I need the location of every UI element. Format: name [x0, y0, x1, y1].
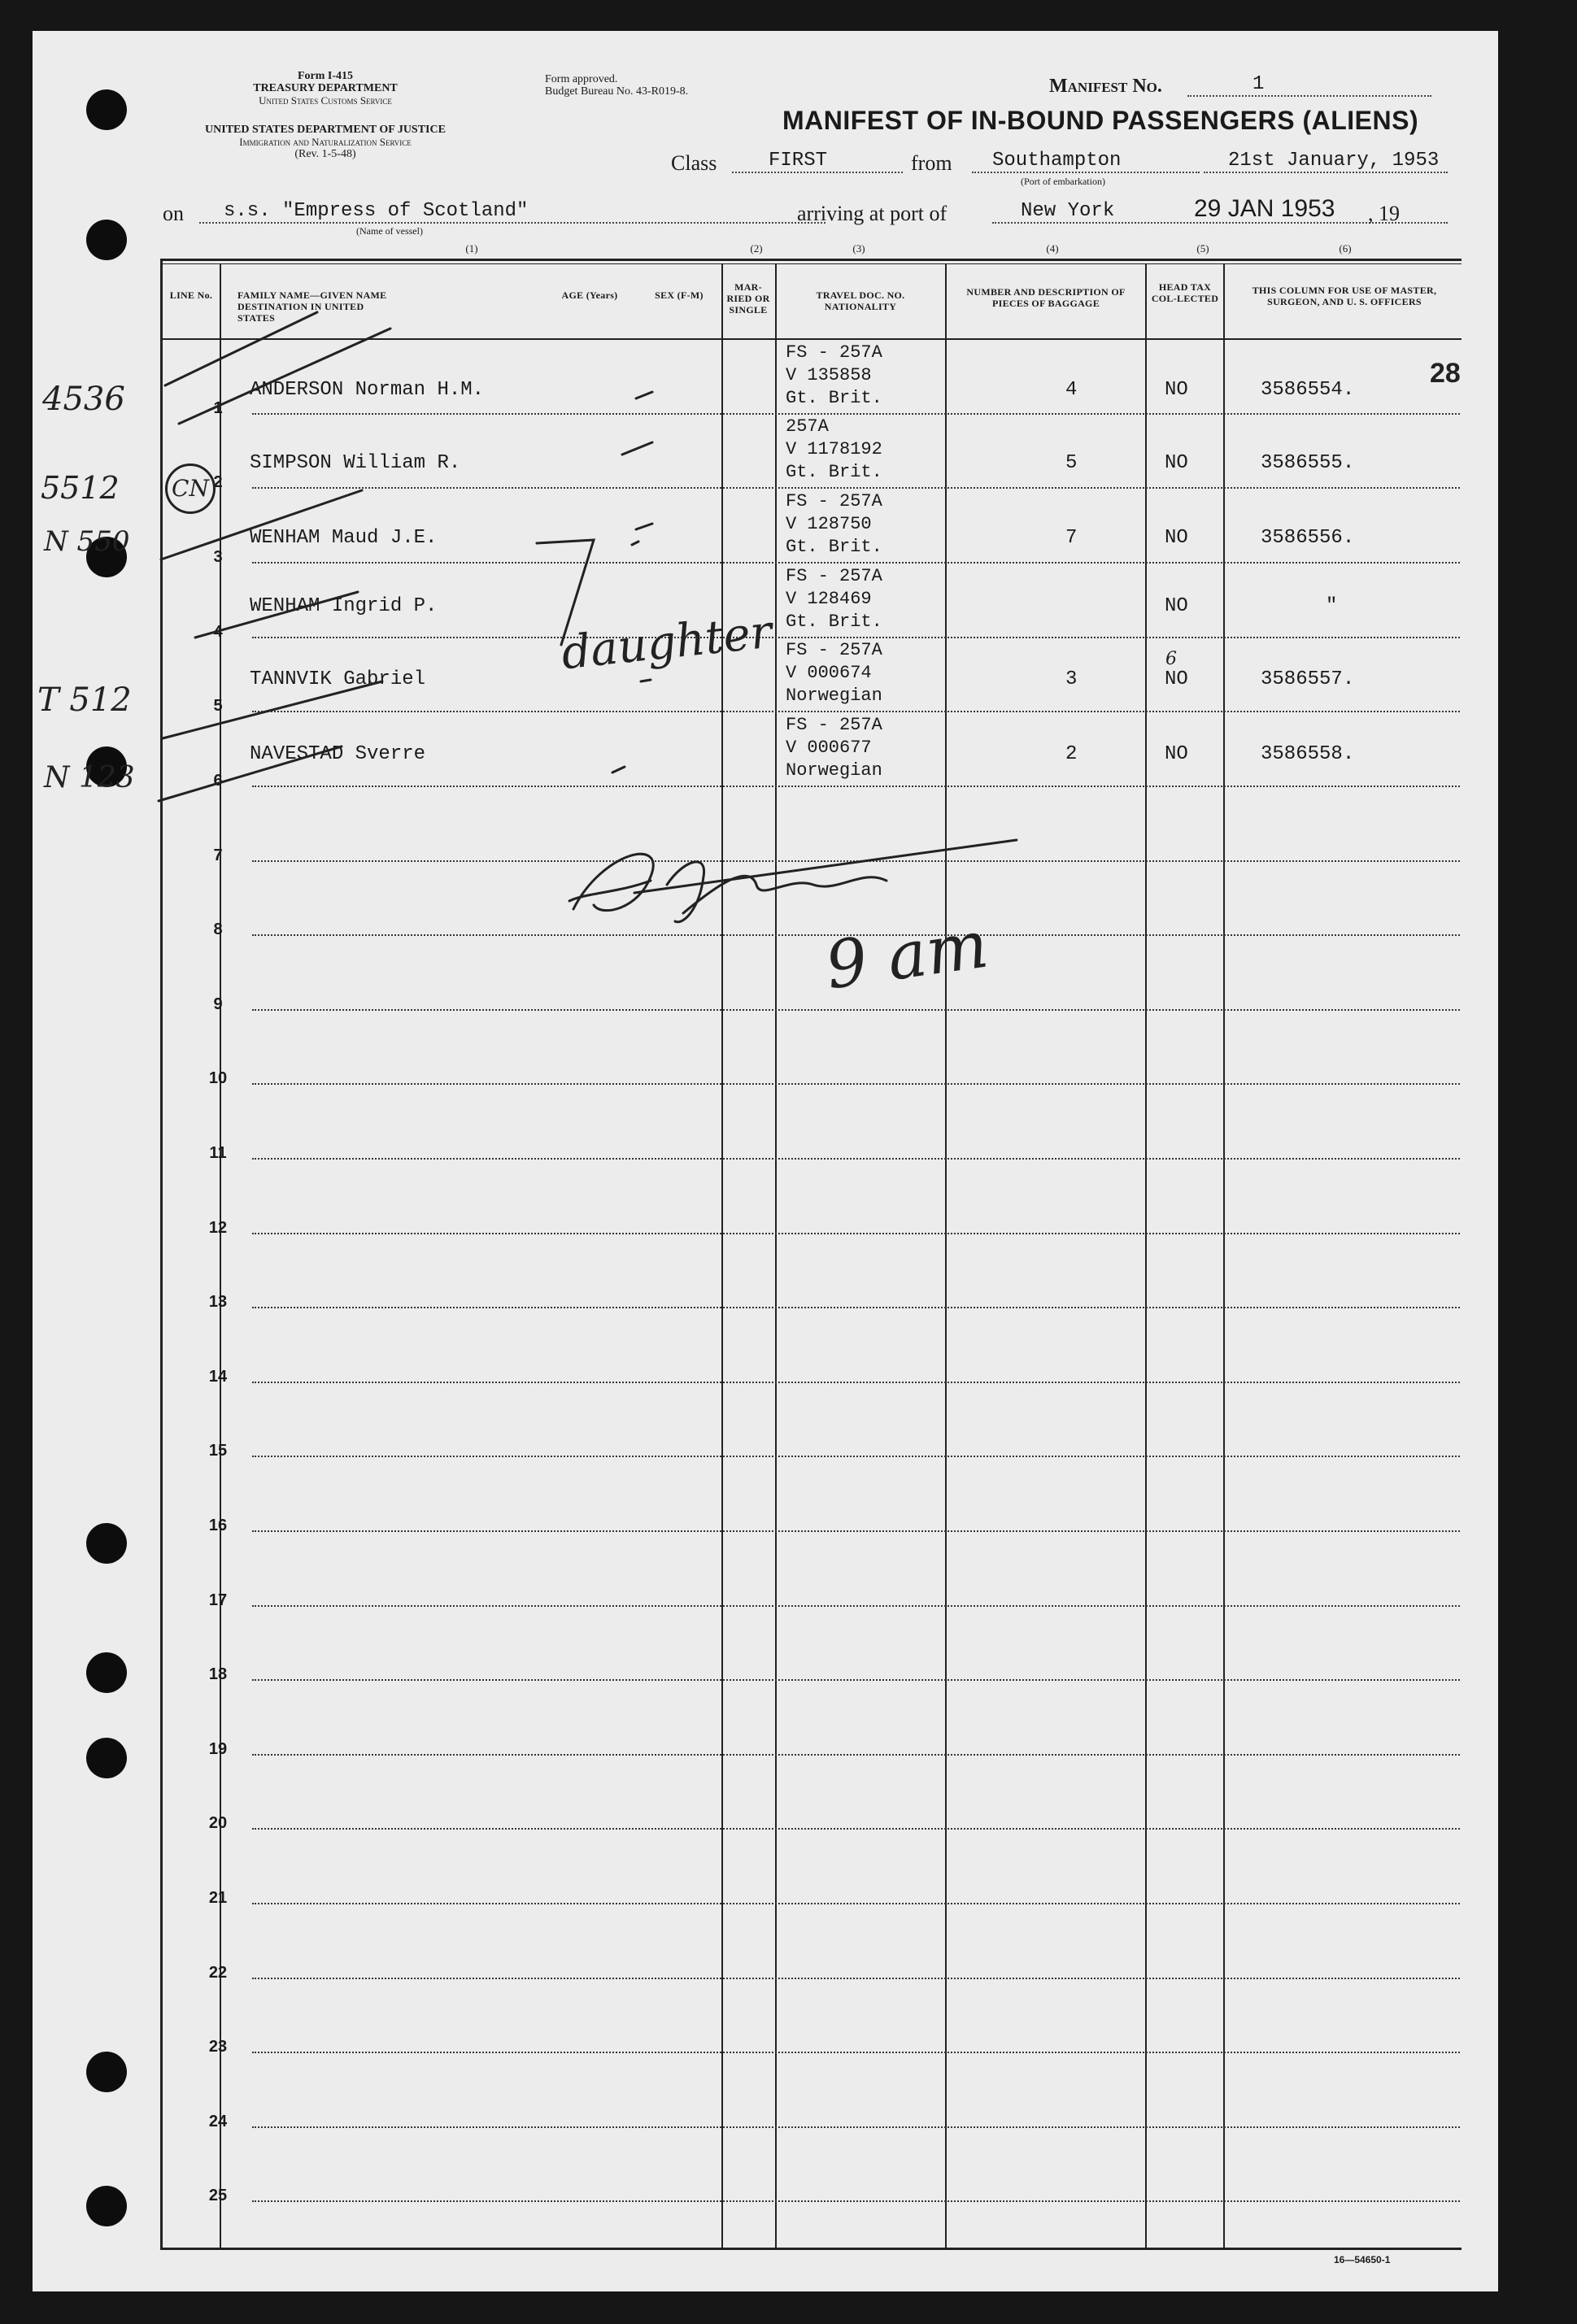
column-header-age: AGE (Years): [561, 289, 618, 301]
nationality: Norwegian: [786, 685, 882, 706]
travel-doc-form: 257A: [786, 416, 829, 437]
form-footer-code: 16—54650-1: [1334, 2254, 1391, 2265]
officer-number: 3586557.: [1261, 668, 1355, 690]
column-number: (6): [1339, 242, 1352, 255]
handwritten-time: 9 am: [821, 906, 993, 1004]
row-number: 23: [208, 2038, 228, 2056]
column-number: (3): [852, 242, 865, 255]
nationality: Gt. Brit.: [786, 462, 882, 482]
row-number: 9: [213, 995, 223, 1013]
manifest-page: [33, 31, 1498, 2291]
officer-number: 3586556.: [1261, 527, 1355, 549]
travel-doc-number: V 128750: [786, 514, 872, 534]
nationality: Gt. Brit.: [786, 388, 882, 408]
form-revision: (Rev. 1-5-48): [294, 148, 356, 160]
column-header-head-tax: HEAD TAX COL-LECTED: [1151, 281, 1219, 304]
travel-doc-form: FS - 257A: [786, 715, 882, 735]
manifest-no-label: Manifest No.: [1049, 76, 1162, 97]
column-header-baggage: NUMBER AND DESCRIPTION OF PIECES OF BAGGAGE: [966, 286, 1126, 309]
treasury-department: TREASURY DEPARTMENT: [253, 82, 398, 94]
baggage-count: 7: [1065, 527, 1078, 549]
margin-note: T 512: [37, 681, 132, 719]
manifest-no-value: 1: [1187, 73, 1431, 97]
column-header-married: MAR-RIED OR SINGLE: [726, 281, 770, 316]
row-number: 20: [208, 1814, 228, 1832]
officer-number: 3586555.: [1261, 452, 1355, 474]
head-tax: NO: [1165, 452, 1188, 474]
margin-note: N 123: [44, 761, 135, 794]
justice-department: UNITED STATES DEPARTMENT OF JUSTICE: [205, 124, 446, 136]
head-tax: NO: [1165, 595, 1188, 617]
row-number: 22: [208, 1964, 228, 1982]
handwriting-strokes: [33, 31, 1498, 2291]
margin-note: 5512: [41, 470, 120, 506]
column-header-travel-doc: TRAVEL DOC. NO. NATIONALITY: [816, 289, 905, 312]
margin-circle-note: CN: [165, 463, 216, 514]
row-number: 11: [209, 1144, 227, 1162]
row-number: 2: [213, 473, 223, 491]
travel-doc-number: V 128469: [786, 589, 872, 609]
row-number: 8: [213, 920, 223, 938]
vessel-caption: (Name of vessel): [356, 225, 423, 237]
row-number: 21: [208, 1889, 228, 1907]
baggage-count: 5: [1065, 452, 1078, 474]
passenger-name: SIMPSON William R.: [250, 452, 461, 474]
on-label: on: [163, 202, 184, 225]
budget-bureau-number: Budget Bureau No. 43-R019-8.: [545, 85, 689, 98]
travel-doc-form: FS - 257A: [786, 640, 882, 660]
column-header-line-no: LINE No.: [169, 289, 213, 301]
nationality: Gt. Brit.: [786, 611, 882, 632]
vessel-name: s.s. "Empress of Scotland": [199, 200, 826, 224]
row-number: 18: [208, 1665, 228, 1683]
travel-doc-form: FS - 257A: [786, 491, 882, 511]
arrival-date-stamp: 29 JAN 1953: [1194, 195, 1335, 222]
column-header-name: FAMILY NAME—GIVEN NAME DESTINATION IN UNITED STATES: [237, 289, 387, 324]
passenger-name: TANNVIK Gabriel: [250, 668, 426, 690]
row-number: 16: [208, 1517, 228, 1534]
travel-doc-number: V 1178192: [786, 439, 882, 459]
column-number: (2): [750, 242, 763, 255]
passenger-name: ANDERSON Norman H.M.: [250, 379, 485, 401]
travel-doc-number: V 000674: [786, 663, 872, 683]
port-of-embarkation: Southampton: [972, 150, 1200, 173]
passenger-name: NAVESTAD Sverre: [250, 743, 426, 765]
baggage-note: 6: [1165, 649, 1177, 669]
head-tax: NO: [1165, 527, 1188, 549]
port-caption: (Port of embarkation): [1021, 176, 1105, 187]
travel-doc-number: V 135858: [786, 365, 872, 385]
row-number: 14: [208, 1368, 228, 1386]
head-tax: NO: [1165, 668, 1188, 690]
form-approved: Form approved.: [545, 73, 618, 85]
row-number: 4: [213, 623, 223, 641]
officer-number: 3586558.: [1261, 743, 1355, 765]
row-number: 13: [208, 1293, 228, 1311]
row-number: 10: [208, 1069, 228, 1087]
page-title: MANIFEST OF IN-BOUND PASSENGERS (ALIENS): [782, 106, 1419, 135]
baggage-count: 4: [1065, 379, 1078, 401]
row-number: 6: [213, 772, 223, 790]
immigration-service: Immigration and Naturalization Service: [239, 136, 412, 148]
travel-doc-form: FS - 257A: [786, 342, 882, 363]
row-number: 19: [208, 1740, 228, 1758]
row-number: 7: [213, 846, 223, 864]
baggage-count: 3: [1065, 668, 1078, 690]
customs-service: United States Customs Service: [259, 94, 392, 107]
officer-number: ": [1326, 595, 1338, 617]
form-number: Form I-415: [297, 70, 354, 82]
handwritten-daughter: daughter: [559, 605, 775, 681]
arrival-year: , 19: [1368, 202, 1400, 225]
row-number: 12: [208, 1219, 228, 1237]
baggage-count: 2: [1065, 743, 1078, 765]
margin-note: 4536: [42, 381, 125, 418]
row-number: 5: [213, 697, 223, 715]
column-number: (1): [465, 242, 478, 255]
column-header-officers: THIS COLUMN FOR USE OF MASTER, SURGEON, AND U. S. OFFICERS: [1252, 285, 1437, 307]
nationality: Gt. Brit.: [786, 537, 882, 557]
column-header-sex: SEX (F-M): [655, 289, 704, 301]
officer-number: 3586554.: [1261, 379, 1355, 401]
head-tax: NO: [1165, 379, 1188, 401]
passenger-name: WENHAM Ingrid P.: [250, 595, 438, 617]
class-label: Class: [671, 151, 717, 175]
row-number: 25: [208, 2187, 228, 2204]
margin-note: N 550: [44, 525, 130, 558]
column-number: (5): [1196, 242, 1209, 255]
class-value: FIRST: [732, 150, 903, 173]
travel-doc-number: V 000677: [786, 738, 872, 758]
passenger-name: WENHAM Maud J.E.: [250, 527, 438, 549]
arrival-port: New York: [992, 200, 1448, 224]
departure-date: 21st January, 1953: [1204, 150, 1448, 173]
row-number: 15: [208, 1442, 228, 1460]
from-label: from: [911, 151, 952, 175]
travel-doc-form: FS - 257A: [786, 566, 882, 586]
row-number: 17: [208, 1591, 228, 1609]
row-number: 1: [213, 399, 223, 417]
arriving-label: arriving at port of: [797, 202, 948, 225]
nationality: Norwegian: [786, 760, 882, 781]
head-tax: NO: [1165, 743, 1188, 765]
page-number: 28: [1430, 358, 1461, 389]
row-number: 24: [208, 2113, 228, 2130]
column-number: (4): [1046, 242, 1059, 255]
row-number: 3: [213, 548, 223, 566]
